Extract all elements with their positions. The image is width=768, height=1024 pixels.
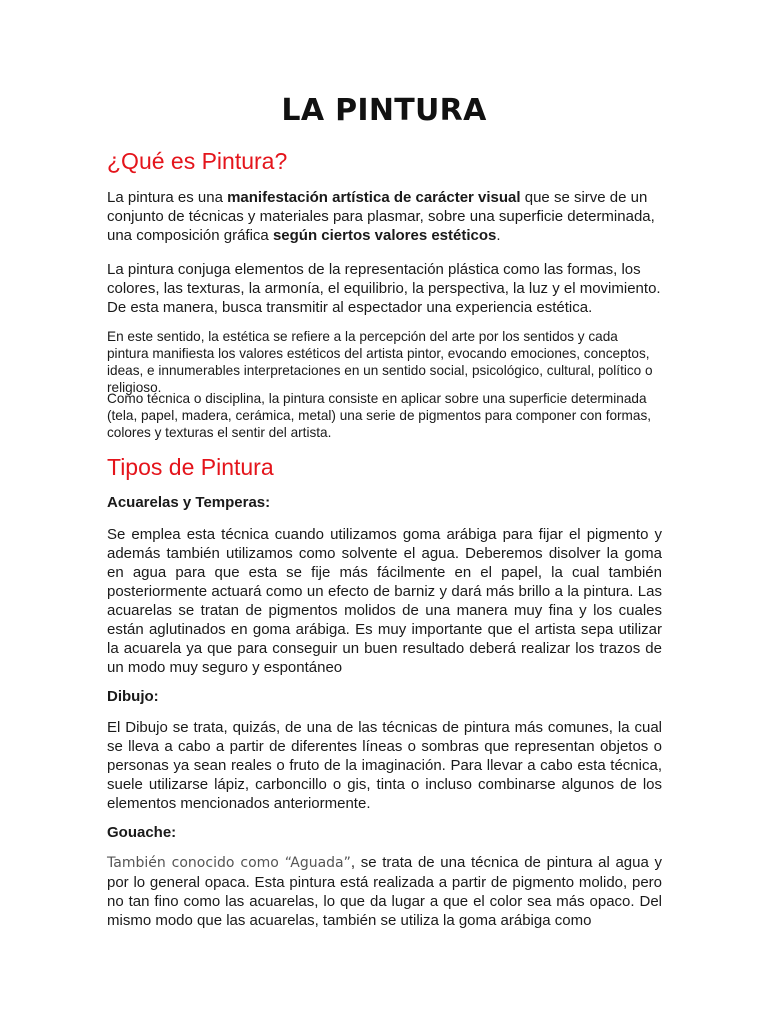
definition-bold-d: según ciertos valores estéticos (272, 227, 497, 244)
paragraph-acuarelas: Se emplea esta técnica cuando utilizamos goma arábiga para fijar el pigmento y además también utilizamos como solvente el agua. Deberemos disolver la goma en agua para que esta se fije más fácilmente en el papel, la cual también posteriormente actuará como un efecto de barniz y dará más brillo a la pintura. Las acuarelas se tratan de pigmentos molidos de una manera muy fina y los cuales están aglutinados en goma arábiga. Es muy importante que el artista sepa utilizar la acuarela ya que para conseguir un buen resultado deberá realizar los trazos de un modo muy seguro y espontáneo (107, 526, 662, 676)
paragraph-tecnica: Como técnica o disciplina, la pintura consiste en aplicar sobre una superficie determinada (tela, papel, madera, cerámica, metal) una serie de pigmentos para componer con formas, colores y texturas el sentir del artista. (107, 391, 652, 440)
subheading-acuarelas: Acuarelas y Temperas: (107, 494, 271, 511)
definition-text-c: que se sirve de un conjunto de técnicas y materiales para plasmar, sobre una superficie determinada, una composición gráfica (107, 189, 655, 244)
paragraph-dibujo: El Dibujo se trata, quizás, de una de las técnicas de pintura más comunes, la cual se lleva a cabo a partir de diferentes líneas o sombras que representan objetos o personas ya sean reales o fruto de la imaginación. Para llevar a cabo esta técnica, suele utilizarse lápiz, carboncillo o gis, tinta o incluso combinarse algunos de los elementos mencionados anteriormente. (107, 719, 662, 812)
section-heading-que-es-pintura: ¿Qué es Pintura? (107, 148, 288, 174)
section-heading-tipos-de-pintura: Tipos de Pintura (107, 454, 274, 480)
gouache-text-b: , se trata de una técnica de pintura al agua y por lo general opaca. Esta pintura está realizada a partir de pigmento molido, pero no tan fino como las acuarelas, lo que da lugar a que el color sea más opaco. Del mismo modo que las acuarelas, también se utiliza la goma arábiga como (107, 854, 663, 929)
definition-text-a: La pintura es una (107, 189, 228, 206)
subheading-dibujo: Dibujo: (107, 688, 159, 705)
definition-text-e: . (496, 227, 501, 244)
paragraph-estetica: En este sentido, la estética se refiere a la percepción del arte por los sentidos y cada pintura manifiesta los valores estéticos del artista pintor, evocando emociones, conceptos, ideas, e innumerables interpretaciones en un sentido social, psicológico, cultural, político o religioso. (107, 329, 653, 395)
paragraph-elements: La pintura conjuga elementos de la representación plástica como las formas, los colores, las texturas, la armonía, el equilibrio, la perspectiva, la luz y el movimiento. De esta manera, busca transmitir al espectador una experiencia estética. (107, 261, 661, 316)
subheading-gouache: Gouache: (107, 824, 177, 841)
page-title: LA PINTURA (281, 93, 487, 128)
paragraph-gouache (107, 853, 662, 930)
paragraph-definition (107, 188, 662, 245)
definition-bold-b: manifestación artística de carácter visual (227, 189, 521, 206)
gouache-text-a: También conocido como “Aguada” (107, 855, 351, 871)
